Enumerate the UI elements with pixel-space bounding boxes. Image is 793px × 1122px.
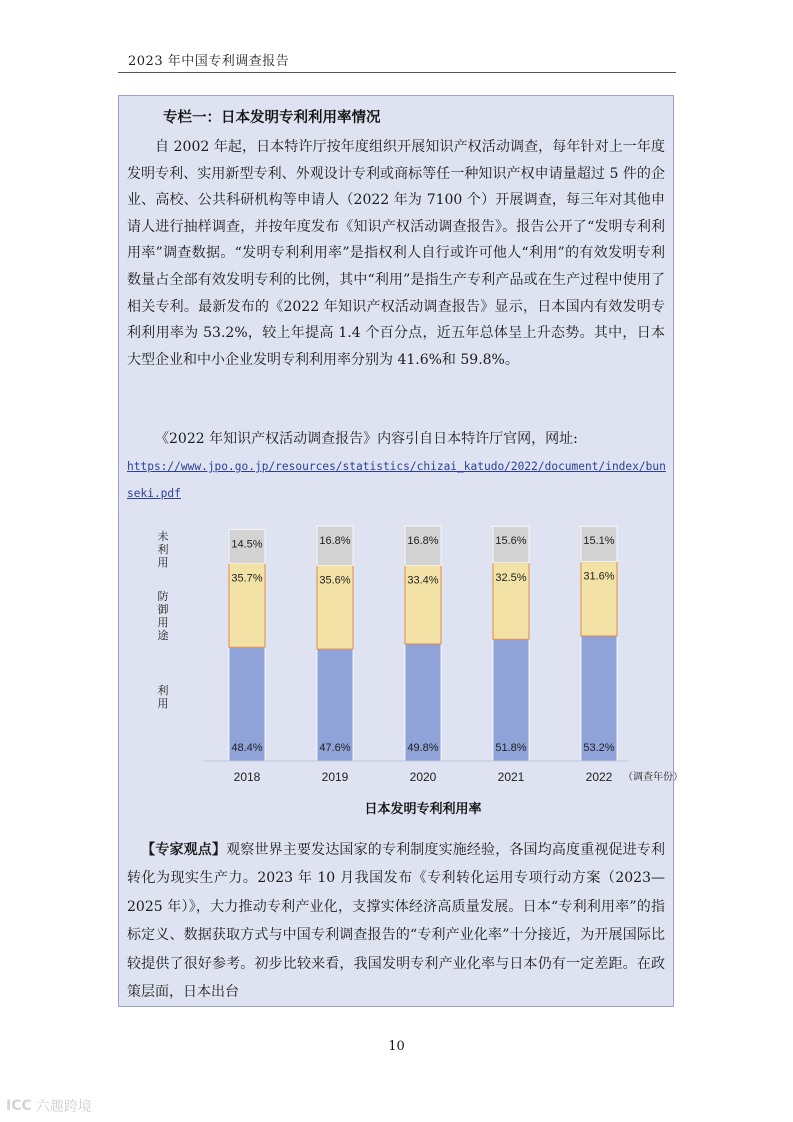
watermark-text: 六趣跨境 bbox=[35, 1099, 92, 1115]
data-label: 16.8% bbox=[407, 535, 439, 547]
data-label: 47.6% bbox=[319, 742, 351, 754]
x-tick-label: 2018 bbox=[233, 770, 261, 784]
column-box bbox=[118, 95, 683, 1007]
expert-text: 观察世界主要发达国家的专利制度实施经验，各国均高度重视促进专利转化为现实生产力。2023 年 10 月我国发布《专利转化运用专项行动方案（2023—2025 年）》，大力推动专利产业化，支撑实体经济高质量发展。日本“专利利用率”的指标定义、数据获取方式与中国专利调查报告的“专利产业化率”十分接近，为开展国际比较提供了很好参考。初步比较来看，我国发明专利产业化率与日本仍有一定差距。在政策层面，日本出台 bbox=[127, 842, 666, 1001]
data-label: 32.5% bbox=[495, 571, 527, 584]
paragraph-text: 自 2002 年起，日本特许厅按年度组织开展知识产权活动调查，每年针对上一年度发明专利、实用新型专利、外观设计专利或商标等任一种知识产权申请量超过 5 件的企业、高校、公共科研机构等申请人（2022 年为 7100 个）开展调查，每三年对其他申请人进行抽样调查，并按年度发布《知识产权活动调查报告》。报告公开了“发明专利利用率”调查数据。“发明专利利用率”是指权利人自行或许可他人“利用”的有效发明专利数量占全部有效发明专利的比例，其中“利用”是指生产专利产品或在生产过程中使用了相关专利。最新发布的《2022 年知识产权活动调查报告》显示，日本国内有效发明专利利用率为 53.2%，较上年提高 1.4 个百分点，近五年总体呈上升态势。其中，日本大型企业和中小企业发明专利利用率分别为 41.6%和 59.8%。 bbox=[127, 139, 665, 368]
x-tick-label: 2020 bbox=[409, 770, 437, 784]
data-label: 16.8% bbox=[319, 535, 351, 547]
page-number: 10 bbox=[388, 1039, 405, 1054]
data-label: 49.8% bbox=[407, 742, 439, 754]
x-axis-label: （调查年份） bbox=[623, 772, 683, 783]
source-url-link[interactable]: https://www.jpo.go.jp/resources/statistics/chizai_katudo/2022/document/index/bunseki.pdf bbox=[127, 460, 666, 500]
data-label: 53.2% bbox=[583, 742, 615, 754]
legend-label: 防御用途 bbox=[157, 591, 169, 642]
stacked-bar-chart bbox=[149, 516, 683, 826]
chart-title: 日本发明专利利用率 bbox=[364, 801, 482, 816]
legend-label: 未利用 bbox=[157, 531, 169, 569]
watermark-logo: ICC bbox=[6, 1098, 32, 1114]
expert-opinion bbox=[127, 836, 665, 1006]
data-label: 35.7% bbox=[231, 572, 263, 585]
data-label: 48.4% bbox=[231, 742, 263, 754]
legend-label: 利用 bbox=[157, 685, 169, 710]
x-tick-label: 2021 bbox=[497, 770, 525, 784]
chart-svg bbox=[149, 516, 683, 826]
data-label: 35.6% bbox=[319, 574, 351, 587]
header-divider bbox=[118, 72, 676, 73]
data-label: 15.6% bbox=[495, 535, 527, 548]
column-title: 专栏一：日本发明专利利用率情况 bbox=[163, 109, 381, 126]
expert-label: 【专家观点】 bbox=[141, 842, 227, 858]
x-tick-label: 2019 bbox=[321, 770, 349, 784]
watermark bbox=[6, 1096, 92, 1116]
data-label: 51.8% bbox=[495, 742, 527, 754]
page-header-title: 2023 年中国专利调查报告 bbox=[128, 54, 290, 69]
data-label: 15.1% bbox=[583, 535, 615, 548]
data-label: 31.6% bbox=[583, 570, 615, 583]
data-label: 33.4% bbox=[407, 574, 439, 587]
column-paragraph bbox=[127, 134, 665, 373]
reference-text: 《2022 年知识产权活动调查报告》内容引自日本特许厅官网，网址: bbox=[155, 431, 578, 447]
x-tick-label: 2022 bbox=[585, 770, 613, 784]
data-label: 14.5% bbox=[231, 538, 263, 551]
